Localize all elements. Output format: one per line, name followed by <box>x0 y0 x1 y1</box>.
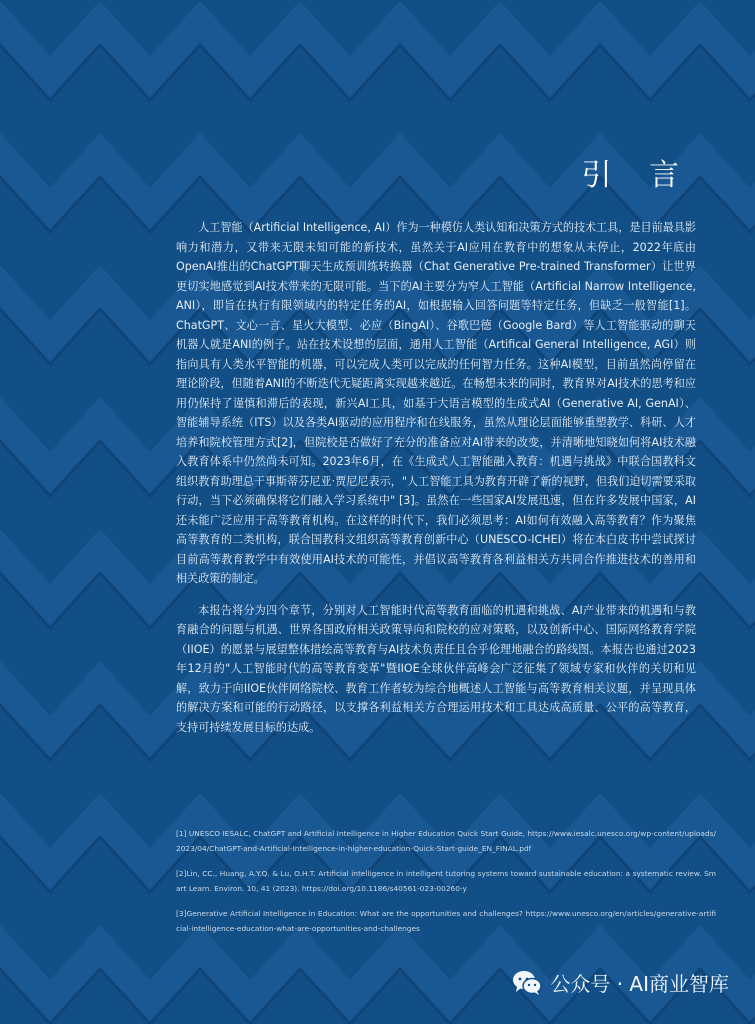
watermark-text: 公众号 · AI商业智库 <box>550 972 729 996</box>
footnote-3: [3]Generative Artificial Intelligence in Education: What are the opportunities and challenges? https://www.unesco.org/en/articles/generative-artificial-intelligence-education-what-are-opportunities-and-challenges <box>176 909 716 933</box>
watermark <box>512 968 729 997</box>
footnote-2: [2]Lin, CC., Huang, A.Y.Q. & Lu, O.H.T. Artificial intelligence in intelligent tutoring systems toward sustainable education: a systematic review. Smart Learn. Environ. 10, 41 (2023). https://doi.org/10.1186/s40561-023-00260-y <box>176 869 716 893</box>
page-title: 引 言 <box>581 158 693 193</box>
footnotes <box>176 826 716 946</box>
body-text <box>176 218 696 749</box>
paragraph-2: 本报告将分为四个章节，分别对人工智能时代高等教育面临的机遇和挑战、AI产业带来的机遇和与教育融合的问题与机遇、世界各国政府相关政策导向和院校的应对策略，以及创新中心、国际网络教育学院（IIOE）的愿景与展望整体措绘高等教育与AI技术负责任且合乎伦理地融合的路线图。本报告也通过2023年12月的"人工智能时代的高等教育变革"暨IIOE全球伙伴高峰会广泛征集了领域专家和伙伴的关切和见解，致力于向IIOE伙伴网络院校、教育工作者较为综合地概述人工智能与高等教育相关议题，并呈现具体的解决方案和可能的行动路径，以支撑各利益相关方合理运用技术和工具达成高质量、公平的高等教育，支持可持续发展目标的达成。 <box>176 603 696 734</box>
wechat-icon <box>512 970 542 996</box>
paragraph-1: 人工智能（Artificial Intelligence, AI）作为一种模仿人类认知和决策方式的技术工具，是目前最具影响力和潜力，又带来无限未知可能的新技术，虽然关于AI应用在教育中的想象从未停止，2022年底由OpenAI推出的ChatGPT聊天生成预训练转换器（Chat Generative Pre-trained Transformer）让世界更切实地感觉到AI技术带来的无限可能。当下的AI主要分为窄人工智能（Artificial Narrow Intelligence, ANI），即旨在执行有限领域内的特定任务的AI，如根据输入回答问题等特定任务，但缺乏一般智能[1]。ChatGPT、文心一言、星火大模型、必应（BingAI）、谷歌巴德（Google Bard）等人工智能驱动的聊天机器人就是ANI的例子。站在技术设想的层面，通用人工智能（Artifical General Intelligence, AGI）则指向具有人类水平智能的机器，可以完成人类可以完成的任何智力任务。这种AI模型，目前虽然尚停留在理论阶段，但随着ANI的不断迭代无疑距离实现越来越近。在畅想未来的同时，教育界对AI技术的思考和应用仍保持了谨慎和滞后的表现，新兴AI工具，如基于大语言模型的生成式AI（Generative AI, GenAI）、智能辅导系统（ITS）以及各类AI驱动的应用程序和在线服务，虽然从理论层面能够重塑教学、科研、人才培养和院校管理方式[2]，但院校是否做好了充分的准备应对AI带来的改变，并清晰地知晓如何将AI技术融入教育体系中仍然尚未可知。2023年6月，在《生成式人工智能融入教育：机遇与挑战》中联合国教科文组织教育助理总干事斯蒂芬尼亚·贾尼尼表示，"人工智能工具为教育开辟了新的视野，但我们迫切需要采取行动，当下必须确保将它们融入学习系统中" [3]。虽然在一些国家AI发展迅速，但在许多发展中国家，AI还未能广泛应用于高等教育机构。在这样的时代下，我们必须思考：AI如何有效融入高等教育？作为聚焦高等教育的二类机构，联合国教科文组织高等教育创新中心（UNESCO-ICHEI）将在本白皮书中尝试探讨目前高等教育教学中有效使用AI技术的可能性，并倡议高等教育各利益相关方共同合作推进技术的善用和相关政策的制定。 <box>176 221 696 585</box>
footnote-1: [1] UNESCO IESALC, ChatGPT and Artificial Intelligence in Higher Education Quick Start Guide, https://www.iesalc.unesco.org/wp-content/uploads/2023/04/ChatGPT-and-Artificial-Intelligence-in-higher-education-Quick-Start-guide_EN_FINAL.pdf <box>176 829 716 853</box>
